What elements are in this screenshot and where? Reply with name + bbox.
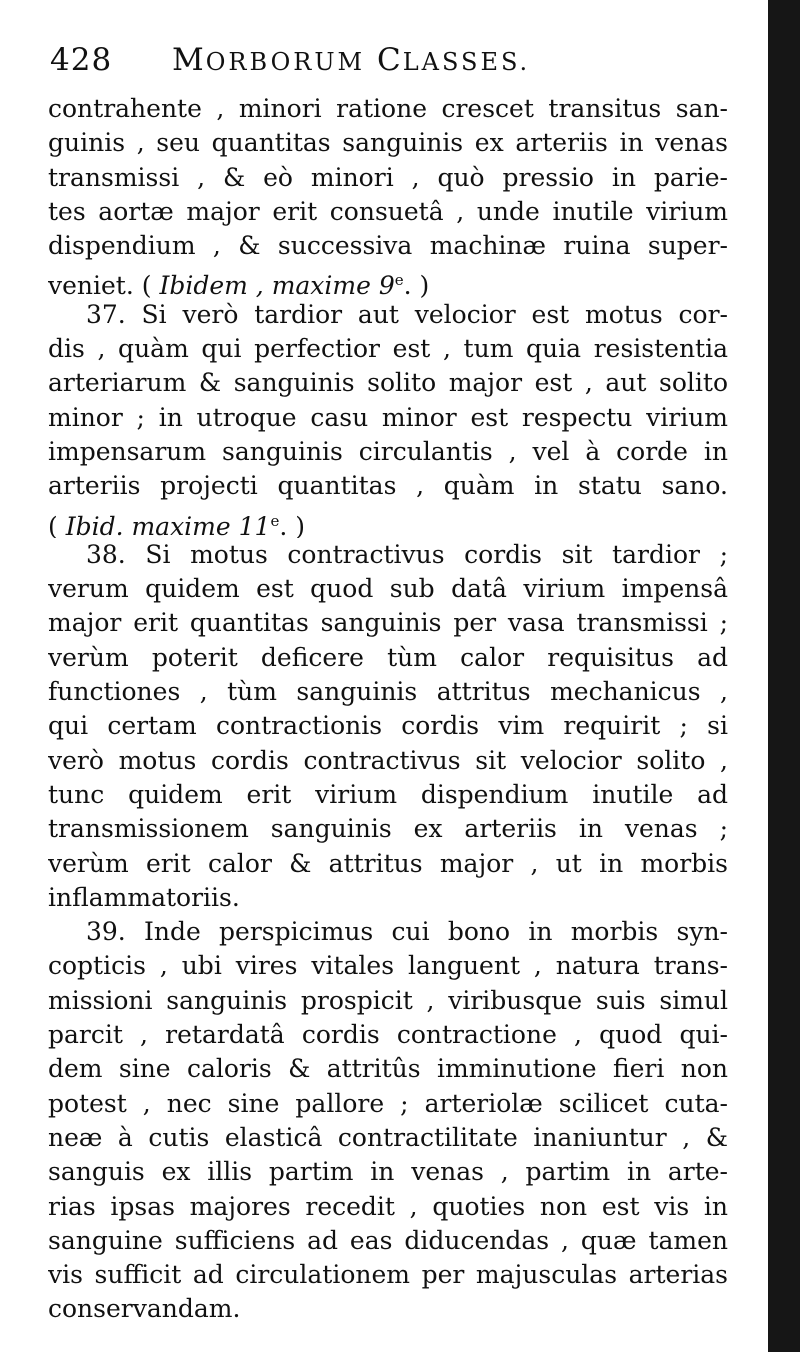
text-line [48,263,728,297]
paragraph-37-start: 37. Si verò tardior aut velocior est motus cor- [86,299,728,329]
text-line: impensarum sanguinis circulantis , vel à corde in [48,436,728,466]
text-line: dis , quàm qui perfectior est , tum quia resistentia [48,334,728,364]
text-line: dispendium , & successiva machinæ ruina super- [48,231,728,261]
text-line: transmissionem sanguinis ex arteriis in venas ; [48,814,728,844]
text-line: verum quidem est quod sub datâ virium impensâ [48,574,728,604]
text-line: arteriarum & sanguinis solito major est , aut solito [48,368,728,398]
text-line: dem sine caloris & attritûs imminutione fieri non [48,1054,728,1084]
paragraph-39-start: 39. Inde perspicimus cui bono in morbis syn- [86,917,728,947]
text-line: arteriis projecti quantitas , quàm in statu sano. [48,471,728,501]
text-line: vis sufficit ad circulationem per majusculas arterias [48,1260,728,1290]
body-text [48,92,728,1327]
running-title [172,42,530,78]
reference-citation: Ibid. maxime 11 [65,511,271,538]
title-small-caps: LASSES. [402,48,531,76]
text-line: tes aortæ major erit consuetâ , unde inutile virium [48,196,728,226]
page-number: 428 [50,42,113,78]
reference-superscript: e [394,271,404,290]
text-line: potest , nec sine pallore ; arteriolæ scilicet cuta- [48,1088,728,1118]
text-line: verò motus cordis contractivus sit velocior solito , [48,745,728,775]
page-edge-shadow [768,0,784,1352]
text-line: functiones , tùm sanguinis attritus mechanicus , [48,677,728,707]
text-line [48,504,728,538]
text-line: tunc quidem erit virium dispendium inutile ad [48,779,728,809]
text-line: guinis , seu quantitas sanguinis ex arteriis in venas [48,128,728,158]
text-line: qui certam contractionis cordis vim requirit ; si [48,711,728,741]
running-header [50,42,750,92]
text-line: rias ipsas majores recedit , quoties non est vis in [48,1191,728,1221]
text-line: sanguis ex illis partim in venas , partim in arte- [48,1157,728,1187]
text-line: contrahente , minori ratione crescet transitus san- [48,94,728,123]
title-initial: M [172,42,206,78]
reference-close: . ) [403,271,430,298]
text-line: transmissi , & eò minori , quò pressio in parie- [48,162,728,192]
reference-superscript: e [270,511,280,530]
text-line: copticis , ubi vires vitales languent , natura trans- [48,951,728,981]
reference-citation: Ibidem , maxime 9 [159,271,395,298]
text-line: neæ à cutis elasticâ contractilitate inaniuntur , & [48,1122,728,1152]
text-line: sanguine sufficiens ad eas diducendas , quæ tamen [48,1225,728,1255]
paragraph-38-start: 38. Si motus contractivus cordis sit tardior ; [86,539,728,569]
title-small-caps: ORBORUM [205,48,366,76]
text-line: major erit quantitas sanguinis per vasa transmissi ; [48,608,728,638]
reference-open: ( [48,511,66,538]
text-line: parcit , retardatâ cordis contractione , quod qui- [48,1020,728,1050]
reference-open: ( [141,271,160,298]
text-line: conservandam. [48,1294,241,1324]
text-line: verùm poterit deficere tùm calor requisitus ad [48,642,728,672]
title-initial: C [376,42,403,78]
text-line: verùm erit calor & attritus major , ut in morbis [48,848,728,878]
reference-close: . ) [279,511,305,538]
text-line: missioni sanguinis prospicit , viribusque suis simul [48,985,728,1015]
text-line: minor ; in utroque casu minor est respectu virium [48,402,728,432]
line-text: veniet. [48,271,134,298]
text-line: inflammatoriis. [48,882,240,912]
